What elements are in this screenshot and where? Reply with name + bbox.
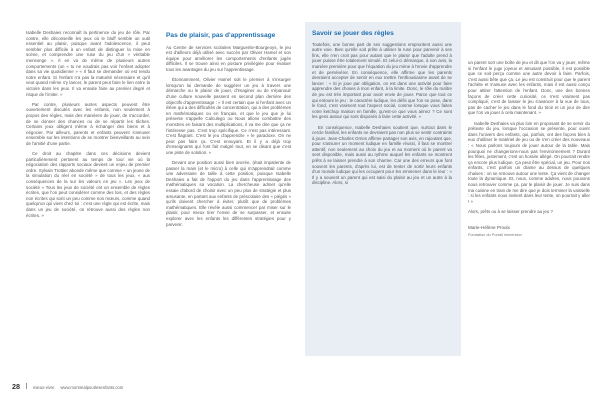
magazine-name: mieux-vivre [33, 385, 55, 390]
paragraph: Étonnamment, Olivier Hamel soit le premier à s'insurger lorsqu'on lui demande de suggérer un jeu à travers une démarche ou le plaisir de jouer, d'imaginer ou de s'épanouir d'une culture nouvelle passent en second plan derrière des objectifs d'apprentissage : « Il est certain que si l'enfant avec un élève qui a des difficultés de concentration, qui a des problèmes en mathématiques ou en français, et que le jeu que je lui présente s'appelle Calculego ou Nous allons combattre des monstres en faisant des multiplications, il va me dire que ça ne l'intéresse pas. C'est trop spécifique. Ce n'est pas intéressant. C'est flagrant. C'est le jeu d'apprendre » le paradoxe. On ne peut pas faire ça. C'est ennuyant. Et il y a déjà trop d'enseignants qui l'ont fait malgré tout, en se disant que c'est une piste de solution. » [166, 77, 291, 155]
paragraph: Ce droit au chapitre dans ces décisions devient particulièrement pertinent au temps de tour vie où la négociation des rapports sociaux devient un enjeu de premier ordre. Sylvain Trottier abonde même que comme « un jeune de la simulation du réel en société » de tous les jeux, « aux conséquences de la sur les valeurs en jeu ». Les jeux de société « Tous les jeux de société ont un ensemble de règles écrites, que l'on peut considérer comme des lois, et des règles non écrites qui sont un peu comme nos mœurs, comme quand quelqu'un qui vient chez toi : c'est une règle qui est écrite, mais dans un jeu de société, on rétrouve aussi des règles non écrites. » [26, 151, 150, 218]
paragraph: Au Centre de services scolaires Marguerite-Bourgeoys, le jeu est d'ailleurs déjà utilisé avec succès par Olivier Hamel et son équipe pour améliorer les comportements d'enfants jugés difficiles. Il se trouve ainsi en posture privilégiée pour évaluer tous les avantages du jeu sur l'apprentissage. [166, 44, 291, 72]
article-column-1 [26, 30, 150, 223]
page-footer [12, 382, 123, 391]
paragraph: Isabelle Deshaies va plus loin en proposant de se servir du prétexte du jeu, lorsque l'occasion se présente, pour ouvrir dans l'univers des enfants, qui, parfois, ont des façons bien à eux d'utiliser le matériel de jeu ou de s'en créer des nouveaux : « Nous parlons toujours de jouer autour de la table. Mais pourquoi ne changerions-nous pas l'environnement ? Durant les fêtes, justement, c'est un horaire allégé. On pourrait rendre ça encore plus ludique. Ça peut être spécial, un jeu. Pour nos enfants, c'est parfois un drame au dessus de quelques chaises : on se retrouve autour une tente. Ça vient de changer toute la dynamique. Et, nous, comme adultes, nous pouvons nous retrouver comme ça, par le plaisir de jouer. Je suis dans ma cuisine en train de me dire que je dois terminer la vaisselle : si les enfants nous invitent dans leur tente, on pourrait y aller ! » [468, 120, 590, 204]
author-organization: Fondation du Portail immersion [468, 232, 522, 238]
article-column-3 [312, 30, 452, 191]
article-column-2 [166, 32, 291, 232]
page-number: 28 [12, 382, 20, 391]
article-column-4 [468, 60, 590, 238]
author-signature [468, 225, 590, 238]
paragraph: Devant une position aussi bien ancrée, (était impatiente de passer la main (et le micro) à celle qui m'apprendrait comme une adversaire de taille à cette position, puisque Isabelle Deshaies a fait de l'apport du jeu dans l'apprentissage des mathématiques sa vocation. La chercheuse admet qu'elle essaie d'abord de choisir avec un peu plus de stratégie et plus amusante, en partant aux enfants de préscolaire des « piégés » qu'ils doivent chercher à éviter, plutôt que de problèmes mathématiques. Elle révèle aussi commencer par miser sur le plaisir, pour mieux tirer l'envie de se surpasser, et ensuite explorer avec les enfants les différentes stratégies pour y parvenir. [166, 160, 291, 227]
paragraph: Isabelle Deshaies reconnaît la pertinence du jeu de rôle. Par contre, elle déconseille les jeux où le bluff semble un outil essentiel au plaisir, puisque avant l'adolescence, il peut sembler plus difficile à un enfant de distinguer la mise en scène, et comprendre une ruse du jeu d'un « véritable mensonge ». Il en va de même de plusieurs autres comportements (un « tu ne voudrais pas voir l'enfant adopter dans sa vie quotidienne » « Il faut se demander où est rendu notre enfant. Si l'enfant n'a pas la maturité nécessaire et qu'il veut quand même s'y lancer, le parent peut faire le lien entre la victoire dans les jeux. Il va ensuite faire au premier degré et risque de l'imiter. » [26, 30, 150, 97]
section-heading: Savoir se jouer des règles [312, 30, 394, 37]
paragraph: Par contre, plusieurs autres aspects peuvent être ouvertement discutés avec les enfants, non seulement à propos des règles, mais des manières de jouer, de s'accorder, de se donner des chances ou de se répartir les tâches. Certains jeux obligent même à échanger des biens et à négocier. Par ailleurs, parents et enfants peuvent s'amuser ensemble sur les intentions de se montrer bienveillants au sein de l'amitié d'une partie. [26, 101, 150, 146]
paragraph: En conséquence, Isabelle Deshaies soutient que, surtout dans le cercle familial, les enfants ne devraient pas non plus se sentir contraints à jouer. Jean-Charles Orries affirme partager son avis, en rajoutant que, pour s'assurer un moment ludique en famille réussi, il faut se montrer attentif, non seulement au choix du jeu et au moment où le parent va sent disponible, mais aussi au rythme auquel les enfants se montrent prêts à se laisser prendre à son charme. Car une des erreurs que font souvent les parents, d'après lui, est de tenter de sortir leurs enfants d'un monde ludique qui les occupent pour les emmener dans le leur : « Il y a souvent un parent qui est saisi du plaisir au jeu et un autre à la discipline. Alors, si [312, 124, 452, 186]
section-heading: Pas de plaisir, pas d'apprentissage [166, 32, 276, 39]
website-link[interactable]: www.montrealpourlesenfants.com [60, 385, 124, 390]
footer-divider [26, 383, 27, 389]
author-name: Marie-Hélène Proulx [468, 224, 510, 230]
paragraph: Toutefois, une bonne part de ses suggestions empruntent aussi une autre voie. Bien qu'elle soit prête à utiliser la ruse pour parvenir à ses fins, elle n'en croit pas pour autant que le plaisir que l'adulte prend à jouer puisse être totalement simulé. Et celui-ci démarque, à son avis, la manière première pour que l'équation du jeu mène à l'envie d'apprendre et de persévérer. En conséquence, elle affirme que les parents devraient accepter de sentir en eux mettre l'enthousiasme avant de se lancer : « Si je joue par obligation, on est dans une activité pour faire apprendre des choses à mon enfant, à la limite. Donc, le rôle du maître de jeu est très important pour avoir envie de jouer. Parce que tout ce qui entoure le jeu : le caractère ludique, les défis que l'on se pose, dans le fond, c'est vraiment tout l'aspect social, comme lorsque vous faites votre ketchup maison en famille, qu'est-ce que vous aimez ? Ce sont les gens autour qui sont disposés à faire cette activité. » [312, 41, 452, 120]
closing-line: Alors, prêts ou à se laisser prendre au jeu ? [468, 209, 553, 215]
paragraph: un parent sort une boîte de jeu et dit que l'on va y jouer, même si l'enfant le juge joyeux et amusant possible, il est possible que ce soit perçu comme une autre devoir à faire. Parfois, c'est aussi bête que ça. Le jeu est construit pour que le parent l'achète et s'amuse avec les enfants, mais il est aussi conçu pour attirer l'attention de l'enfant. Donc, une des bonnes façons de créer cette curiosité, ce n'est vraiment pas compliqué, c'est de laisser le jeu s'avancer à la vue de tous, pas de cacher le jeu dans le fond du tiroir et un jour de dire que l'on va jouer à cela maintenant. » [468, 60, 590, 116]
